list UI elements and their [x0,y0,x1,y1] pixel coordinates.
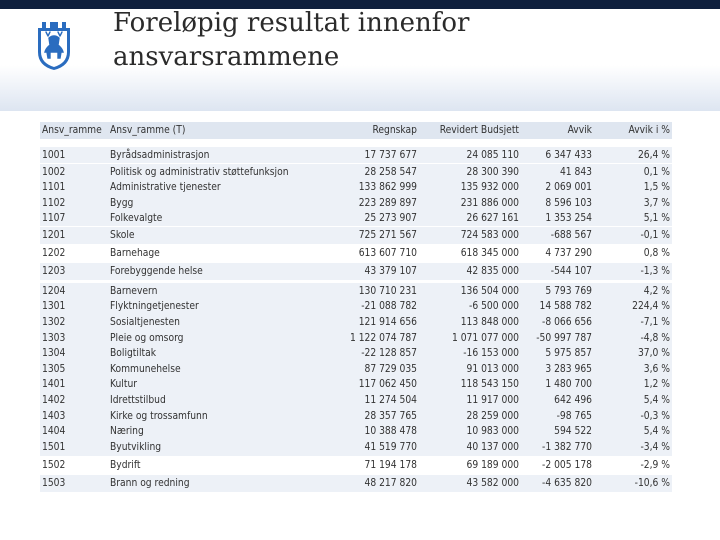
cell-name: Folkevalgte [110,212,163,224]
cell-avvik: 594 522 [554,425,592,437]
cell-avvik-pct: -0,1 % [640,230,670,241]
cell-name: Næring [110,425,144,437]
table-row [40,298,672,314]
cell-name: Barnehage [110,248,160,259]
table-row [40,423,672,439]
cell-budsjett: 1 071 077 000 [451,332,519,344]
table-row [40,361,672,377]
table-row [40,283,672,299]
cell-code: 1503 [42,478,66,489]
cell-avvik: -688 567 [550,230,592,241]
cell-avvik-pct: 4,2 % [643,285,670,297]
cell-regnskap: 87 729 035 [364,363,417,375]
cell-name: Sosialtjenesten [110,316,180,328]
cell-avvik-pct: 5,4 % [643,394,670,406]
cell-name: Boligtiltak [110,347,157,359]
cell-code: 1301 [42,300,66,312]
cell-regnskap: 725 271 567 [358,230,417,241]
cell-regnskap: -22 128 857 [361,347,417,359]
cell-avvik-pct: -10,6 % [634,478,670,489]
header-name: Ansv_ramme (T) [110,125,186,136]
cell-regnskap: 11 274 504 [364,394,417,406]
cell-code: 1002 [42,166,66,178]
cell-avvik-pct: 1,2 % [643,378,670,390]
cell-avvik-pct: -7,1 % [640,316,670,328]
cell-budsjett: 43 582 000 [466,478,519,489]
table-row [40,345,672,361]
cell-code: 1303 [42,332,66,344]
cell-budsjett: -16 153 000 [463,347,519,359]
cell-budsjett: 26 627 161 [466,212,519,224]
cell-code: 1404 [42,425,66,437]
cell-budsjett: 28 300 390 [466,166,519,178]
table-row [40,227,672,244]
cell-name: Bygg [110,197,134,209]
cell-avvik: 5 975 857 [545,347,592,359]
cell-code: 1102 [42,197,66,209]
cell-regnskap: 41 519 770 [364,442,417,453]
cell-name: Kirke og trossamfunn [110,410,208,422]
cell-avvik-pct: -1,3 % [640,266,670,277]
cell-code: 1501 [42,442,66,453]
cell-code: 1001 [42,149,66,161]
cell-regnskap: 17 737 677 [364,149,417,161]
cell-avvik-pct: 3,7 % [643,197,670,209]
table-row [40,263,672,280]
table-row [40,457,672,474]
cell-avvik: -544 107 [550,266,592,277]
cell-avvik: 4 737 290 [545,248,592,259]
cell-avvik: 1 480 700 [545,378,592,390]
cell-code: 1305 [42,363,66,375]
cell-avvik: -4 635 820 [542,478,592,489]
cell-regnskap: 1 122 074 787 [349,332,417,344]
cell-budsjett: 40 137 000 [466,442,519,453]
cell-regnskap: 43 379 107 [364,266,417,277]
cell-code: 1201 [42,230,66,241]
cell-code: 1101 [42,181,66,193]
cell-budsjett: 42 835 000 [466,266,519,277]
header-code: Ansv_ramme [42,125,102,136]
cell-name: Pleie og omsorg [110,332,184,344]
cell-budsjett: 136 504 000 [460,285,519,297]
cell-budsjett: 10 983 000 [466,425,519,437]
cell-code: 1202 [42,248,66,259]
cell-avvik: -50 997 787 [536,332,592,344]
cell-regnskap: 117 062 450 [358,378,417,390]
cell-avvik: -98 765 [556,410,592,422]
cell-avvik-pct: 224,4 % [632,300,670,312]
cell-avvik-pct: 1,5 % [643,181,670,193]
cell-code: 1304 [42,347,66,359]
table-row [40,314,672,330]
page-title: Foreløpig resultat innenfor ansvarsrammene [113,8,470,72]
table-row [40,408,672,424]
table-row [40,245,672,262]
cell-budsjett: 69 189 000 [466,460,519,471]
cell-avvik: 41 843 [559,166,592,178]
cell-regnskap: 71 194 178 [364,460,417,471]
cell-name: Politisk og administrativ støttefunksjon [110,166,289,178]
cell-name: Byutvikling [110,442,162,453]
cell-avvik-pct: -3,4 % [640,442,670,453]
cell-avvik-pct: 5,1 % [643,212,670,224]
cell-code: 1402 [42,394,66,406]
cell-regnskap: 130 710 231 [358,285,417,297]
cell-regnskap: 48 217 820 [364,478,417,489]
cell-code: 1302 [42,316,66,328]
cell-regnskap: 223 289 897 [358,197,417,209]
cell-budsjett: 11 917 000 [466,394,519,406]
cell-avvik-pct: -2,9 % [640,460,670,471]
cell-avvik-pct: 26,4 % [637,149,670,161]
cell-code: 1502 [42,460,66,471]
table-row [40,439,672,456]
cell-regnskap: 28 258 547 [364,166,417,178]
cell-code: 1107 [42,212,66,224]
table-header-row [40,122,672,139]
table-row [40,195,672,211]
cell-avvik-pct: -4,8 % [640,332,670,344]
cell-avvik-pct: 3,6 % [643,363,670,375]
table-row [40,376,672,392]
table-row [40,330,672,346]
cell-name: Kommunehelse [110,363,181,375]
cell-avvik-pct: -0,3 % [640,410,670,422]
cell-avvik: 6 347 433 [545,149,592,161]
header-avvik: Avvik [567,125,592,136]
table-row [40,147,672,163]
cell-budsjett: 135 932 000 [460,181,519,193]
header-regnskap: Regnskap [372,125,417,136]
cell-name: Idrettstilbud [110,394,166,406]
cell-avvik-pct: 5,4 % [643,425,670,437]
cell-regnskap: 133 862 999 [358,181,417,193]
cell-budsjett: 118 543 150 [460,378,519,390]
cell-name: Bydrift [110,460,141,471]
cell-regnskap: 28 357 765 [364,410,417,422]
cell-name: Skole [110,230,135,241]
cell-name: Barnevern [110,285,158,297]
cell-code: 1203 [42,266,66,277]
cell-code: 1401 [42,378,66,390]
cell-regnskap: 613 607 710 [358,248,417,259]
cell-name: Kultur [110,378,138,390]
cell-avvik: 5 793 769 [545,285,592,297]
cell-avvik-pct: 0,8 % [643,248,670,259]
cell-budsjett: 113 848 000 [460,316,519,328]
table-row [40,392,672,408]
cell-code: 1403 [42,410,66,422]
table-row [40,475,672,492]
cell-avvik: -8 066 656 [542,316,592,328]
cell-regnskap: -21 088 782 [361,300,417,312]
cell-avvik: -2 005 178 [542,460,592,471]
cell-avvik: 8 596 103 [545,197,592,209]
cell-budsjett: -6 500 000 [469,300,519,312]
cell-code: 1204 [42,285,66,297]
cell-budsjett: 91 013 000 [466,363,519,375]
cell-avvik: 14 588 782 [539,300,592,312]
cell-budsjett: 28 259 000 [466,410,519,422]
cell-budsjett: 724 583 000 [460,230,519,241]
header-avvik-pct: Avvik i % [628,125,670,136]
cell-budsjett: 618 345 000 [460,248,519,259]
cell-avvik: 2 069 001 [545,181,592,193]
results-table [40,118,672,492]
table-row [40,164,672,180]
cell-avvik: 3 283 965 [545,363,592,375]
reindeer-coat-of-arms-icon [36,18,72,72]
cell-name: Forebyggende helse [110,266,203,277]
table-row [40,179,672,195]
cell-regnskap: 121 914 656 [358,316,417,328]
cell-avvik-pct: 0,1 % [643,166,670,178]
cell-avvik: 1 353 254 [545,212,592,224]
cell-name: Flyktningetjenester [110,300,199,312]
cell-avvik: -1 382 770 [542,442,592,453]
cell-budsjett: 24 085 110 [466,149,519,161]
cell-avvik: 642 496 [554,394,592,406]
cell-budsjett: 231 886 000 [460,197,519,209]
header-budsjett: Revidert Budsjett [439,125,519,136]
cell-name: Brann og redning [110,478,190,489]
cell-avvik-pct: 37,0 % [637,347,670,359]
cell-regnskap: 10 388 478 [364,425,417,437]
table-row [40,210,672,226]
cell-name: Byrådsadministrasjon [110,149,210,161]
cell-name: Administrative tjenester [110,181,221,193]
cell-regnskap: 25 273 907 [364,212,417,224]
